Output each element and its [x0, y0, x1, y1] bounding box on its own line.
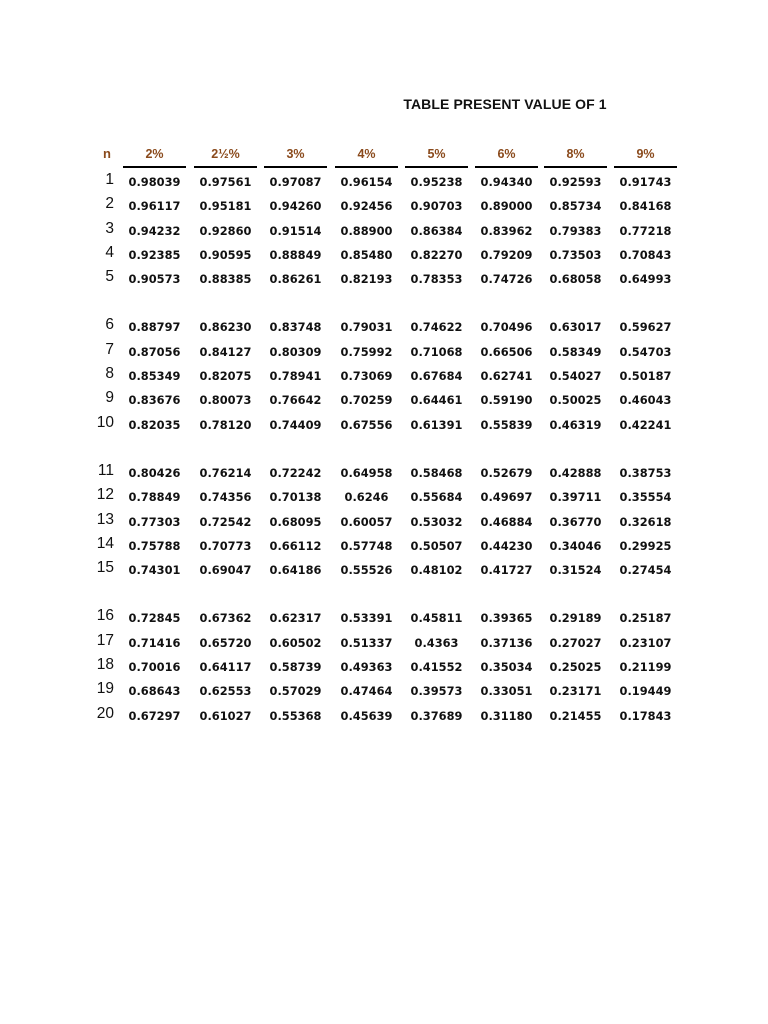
table-row [0, 317, 768, 341]
table-cell: 0.60057 [340, 514, 393, 529]
table-row [0, 342, 768, 366]
table-cell: 0.80073 [199, 393, 252, 408]
table-cell: 0.88797 [128, 320, 181, 335]
period-number: 11 [97, 461, 114, 479]
table-cell: 0.19449 [619, 684, 672, 699]
table-row [0, 633, 768, 657]
table-cell: 0.49363 [340, 660, 393, 675]
table-cell: 0.50187 [619, 369, 672, 384]
table-cell: 0.44230 [480, 538, 533, 553]
table-cell: 0.92860 [199, 223, 252, 238]
table-cell: 0.96154 [340, 175, 393, 189]
table-cell: 0.80309 [269, 344, 322, 359]
table-cell: 0.46319 [549, 417, 602, 432]
table-cell: 0.53391 [340, 611, 393, 626]
table-cell: 0.91743 [619, 175, 672, 189]
table-cell: 0.74301 [128, 563, 181, 578]
table-cell: 0.79209 [480, 247, 533, 262]
table-cell: 0.39573 [410, 684, 463, 699]
table-cell: 0.88385 [199, 272, 252, 287]
table-cell: 0.79383 [549, 223, 602, 238]
table-cell: 0.58349 [549, 344, 602, 359]
table-cell: 0.50025 [549, 393, 602, 408]
table-cell: 0.58468 [410, 465, 463, 480]
table-cell: 0.85349 [128, 369, 181, 384]
table-cell: 0.86384 [410, 223, 463, 238]
table-cell: 0.95238 [410, 175, 463, 189]
table-cell: 0.88849 [269, 247, 322, 262]
table-cell: 0.47464 [340, 684, 393, 699]
table-cell: 0.74409 [269, 417, 322, 432]
table-cell: 0.97561 [199, 175, 252, 189]
table-cell: 0.35034 [480, 660, 533, 675]
table-cell: 0.75992 [340, 344, 393, 359]
table-cell: 0.37136 [480, 635, 533, 650]
table-cell: 0.35554 [619, 490, 672, 505]
table-cell: 0.62741 [480, 369, 533, 384]
table-cell: 0.67362 [199, 611, 252, 626]
period-number: 14 [96, 534, 114, 552]
table-cell: 0.60502 [269, 635, 322, 650]
period-number: 19 [96, 680, 114, 698]
table-cell: 0.31180 [480, 708, 533, 723]
table-cell: 0.70773 [199, 538, 252, 553]
rate-header-6: 6% [475, 146, 538, 168]
table-cell: 0.68643 [128, 684, 181, 699]
period-number: 10 [96, 413, 114, 431]
table-cell: 0.92385 [128, 247, 181, 262]
table-cell: 0.23171 [549, 684, 602, 699]
table-cell: 0.49697 [480, 490, 533, 505]
table-cell: 0.73069 [340, 369, 393, 384]
table-cell: 0.83962 [480, 223, 533, 238]
table-cell: 0.72845 [128, 611, 181, 626]
period-number: 7 [105, 340, 114, 358]
table-cell: 0.54027 [549, 369, 602, 384]
table-cell: 0.72542 [199, 514, 252, 529]
table-cell: 0.29189 [549, 611, 602, 626]
table-cell: 0.65720 [199, 635, 252, 650]
period-number: 8 [105, 365, 114, 383]
table-cell: 0.98039 [128, 175, 181, 189]
table-row [0, 415, 768, 439]
table-cell: 0.72242 [269, 465, 322, 480]
table-cell: 0.32618 [619, 514, 672, 529]
table-row [0, 487, 768, 511]
table-cell: 0.64993 [619, 272, 672, 287]
table-row [0, 560, 768, 584]
table-cell: 0.45639 [340, 708, 393, 723]
period-number: 16 [96, 607, 114, 625]
table-cell: 0.57748 [340, 538, 393, 553]
rate-header-4: 4% [335, 146, 398, 168]
table-cell: 0.82075 [199, 369, 252, 384]
table-cell: 0.38753 [619, 465, 672, 480]
table-row [0, 706, 768, 730]
table-row [0, 196, 768, 220]
table-cell: 0.74726 [480, 272, 533, 287]
table-cell: 0.55526 [340, 563, 393, 578]
table-cell: 0.41727 [480, 563, 533, 578]
table-cell: 0.90573 [128, 272, 181, 287]
table-cell: 0.77218 [619, 223, 672, 238]
table-row [0, 657, 768, 681]
table-cell: 0.53032 [410, 514, 463, 529]
table-cell: 0.52679 [480, 465, 533, 480]
table-body [0, 172, 768, 730]
table-cell: 0.70496 [480, 320, 533, 335]
period-number: 2 [105, 195, 114, 213]
table-cell: 0.94260 [269, 199, 322, 214]
table-cell: 0.70138 [269, 490, 322, 505]
table-cell: 0.71416 [128, 635, 181, 650]
table-cell: 0.83676 [128, 393, 181, 408]
table-cell: 0.61027 [199, 708, 252, 723]
table-cell: 0.67556 [340, 417, 393, 432]
period-number: 12 [96, 486, 114, 504]
rate-header-8: 8% [544, 146, 607, 168]
table-cell: 0.74622 [410, 320, 463, 335]
table-cell: 0.36770 [549, 514, 602, 529]
table-cell: 0.17843 [619, 708, 672, 723]
table-cell: 0.29925 [619, 538, 672, 553]
table-row [0, 463, 768, 487]
table-cell: 0.67297 [128, 708, 181, 723]
table-cell: 0.79031 [340, 320, 393, 335]
table-cell: 0.89000 [480, 199, 533, 214]
table-cell: 0.78353 [410, 272, 463, 287]
period-number: 1 [105, 171, 114, 188]
table-cell: 0.4363 [414, 635, 459, 650]
table-cell: 0.66506 [480, 344, 533, 359]
table-cell: 0.78941 [269, 369, 322, 384]
table-cell: 0.64117 [199, 660, 252, 675]
table-row [0, 390, 768, 414]
period-number: 20 [96, 704, 114, 722]
table-cell: 0.70843 [619, 247, 672, 262]
table-cell: 0.78120 [199, 417, 252, 432]
table-cell: 0.58739 [269, 660, 322, 675]
table-row [0, 269, 768, 293]
period-number: 13 [96, 510, 114, 528]
table-cell: 0.77303 [128, 514, 181, 529]
table-cell: 0.27454 [619, 563, 672, 578]
rate-header-9: 9% [614, 146, 677, 168]
table-cell: 0.80426 [128, 465, 181, 480]
table-cell: 0.67684 [410, 369, 463, 384]
table-cell: 0.75788 [128, 538, 181, 553]
table-cell: 0.6246 [344, 490, 389, 505]
table-cell: 0.31524 [549, 563, 602, 578]
period-number: 18 [96, 656, 114, 674]
table-row [0, 366, 768, 390]
table-cell: 0.55839 [480, 417, 533, 432]
table-cell: 0.83748 [269, 320, 322, 335]
table-cell: 0.94232 [128, 223, 181, 238]
table-cell: 0.71068 [410, 344, 463, 359]
table-cell: 0.76214 [199, 465, 252, 480]
rate-header-3: 3% [264, 146, 327, 168]
table-cell: 0.21455 [549, 708, 602, 723]
table-cell: 0.82270 [410, 247, 463, 262]
table-cell: 0.62553 [199, 684, 252, 699]
table-cell: 0.86230 [199, 320, 252, 335]
table-cell: 0.51337 [340, 635, 393, 650]
period-number: 6 [105, 316, 114, 334]
table-cell: 0.76642 [269, 393, 322, 408]
table-cell: 0.27027 [549, 635, 602, 650]
n-column-header: n [103, 146, 111, 161]
table-cell: 0.63017 [549, 320, 602, 335]
period-number: 9 [105, 389, 114, 407]
page-title: TABLE PRESENT VALUE OF 1 [403, 96, 607, 112]
table-cell: 0.73503 [549, 247, 602, 262]
period-number: 15 [96, 559, 114, 577]
table-cell: 0.59627 [619, 320, 672, 335]
rate-header-2-5: 2½% [194, 146, 257, 168]
table-cell: 0.85734 [549, 199, 602, 214]
table-cell: 0.87056 [128, 344, 181, 359]
table-row [0, 512, 768, 536]
period-number: 4 [105, 243, 114, 261]
table-cell: 0.86261 [269, 272, 322, 287]
table-cell: 0.90595 [199, 247, 252, 262]
table-cell: 0.88900 [340, 223, 393, 238]
table-row [0, 608, 768, 632]
table-cell: 0.94340 [480, 175, 533, 189]
table-cell: 0.33051 [480, 684, 533, 699]
table-cell: 0.48102 [410, 563, 463, 578]
table-header [0, 146, 768, 168]
table-cell: 0.69047 [199, 563, 252, 578]
table-cell: 0.25025 [549, 660, 602, 675]
table-cell: 0.82193 [340, 272, 393, 287]
table-cell: 0.92456 [340, 199, 393, 214]
table-cell: 0.84168 [619, 199, 672, 214]
table-cell: 0.84127 [199, 344, 252, 359]
table-row [0, 245, 768, 269]
table-cell: 0.42888 [549, 465, 602, 480]
table-cell: 0.46043 [619, 393, 672, 408]
table-cell: 0.57029 [269, 684, 322, 699]
table-cell: 0.21199 [619, 660, 672, 675]
table-cell: 0.91514 [269, 223, 322, 238]
table-cell: 0.64958 [340, 465, 393, 480]
table-cell: 0.50507 [410, 538, 463, 553]
table-cell: 0.68058 [549, 272, 602, 287]
table-cell: 0.23107 [619, 635, 672, 650]
table-row [0, 221, 768, 245]
table-cell: 0.66112 [269, 538, 322, 553]
table-cell: 0.82035 [128, 417, 181, 432]
table-cell: 0.59190 [480, 393, 533, 408]
table-cell: 0.45811 [410, 611, 463, 626]
table-cell: 0.25187 [619, 611, 672, 626]
table-row [0, 536, 768, 560]
table-cell: 0.95181 [199, 199, 252, 214]
table-cell: 0.74356 [199, 490, 252, 505]
table-cell: 0.64186 [269, 563, 322, 578]
period-number: 3 [105, 219, 114, 237]
table-cell: 0.55684 [410, 490, 463, 505]
rate-header-2: 2% [123, 146, 186, 168]
table-cell: 0.54703 [619, 344, 672, 359]
period-number: 17 [96, 631, 114, 649]
table-cell: 0.46884 [480, 514, 533, 529]
table-cell: 0.78849 [128, 490, 181, 505]
table-cell: 0.90703 [410, 199, 463, 214]
table-cell: 0.55368 [269, 708, 322, 723]
table-cell: 0.62317 [269, 611, 322, 626]
table-cell: 0.37689 [410, 708, 463, 723]
table-cell: 0.34046 [549, 538, 602, 553]
table-cell: 0.61391 [410, 417, 463, 432]
table-row [0, 172, 768, 196]
table-cell: 0.68095 [269, 514, 322, 529]
table-cell: 0.64461 [410, 393, 463, 408]
table-cell: 0.70016 [128, 660, 181, 675]
table-row [0, 681, 768, 705]
table-cell: 0.97087 [269, 175, 322, 189]
table-cell: 0.39711 [549, 490, 602, 505]
rate-header-5: 5% [405, 146, 468, 168]
table-cell: 0.70259 [340, 393, 393, 408]
table-cell: 0.92593 [549, 175, 602, 189]
table-cell: 0.85480 [340, 247, 393, 262]
period-number: 5 [105, 268, 114, 286]
table-cell: 0.41552 [410, 660, 463, 675]
table-cell: 0.42241 [619, 417, 672, 432]
table-cell: 0.96117 [128, 199, 181, 214]
table-cell: 0.39365 [480, 611, 533, 626]
